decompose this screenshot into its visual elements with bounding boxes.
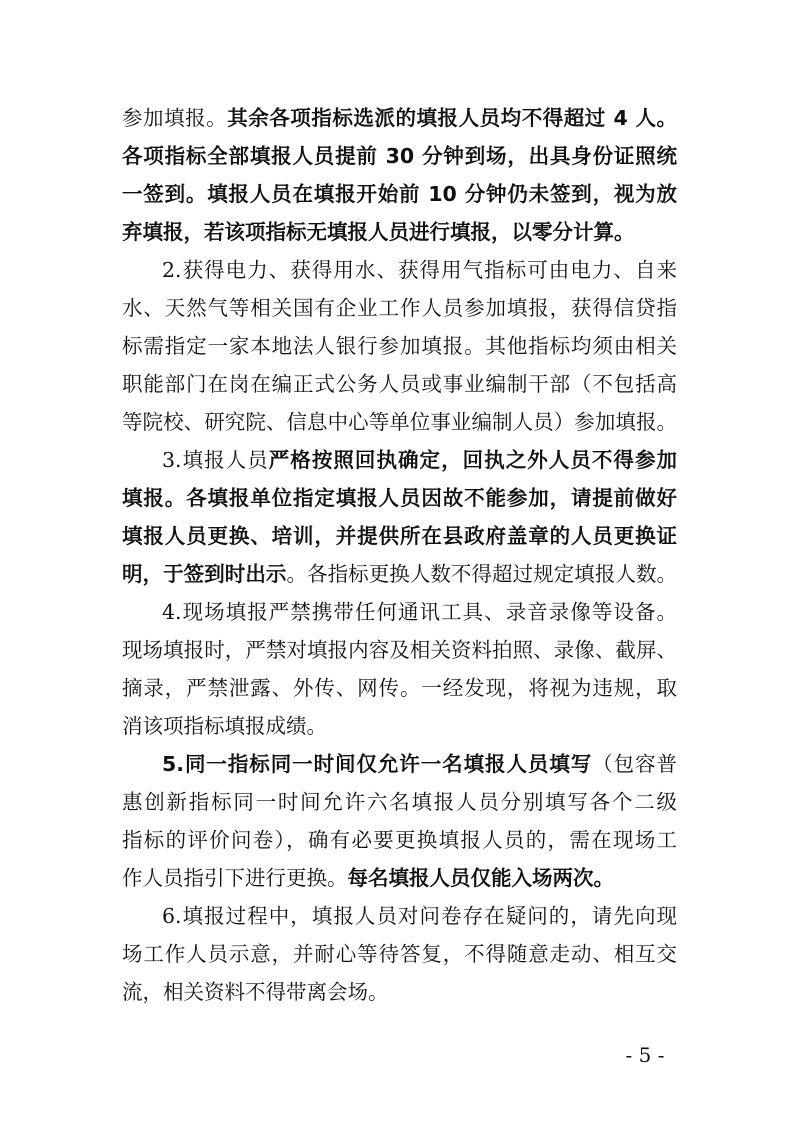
text-line [122,636,677,664]
text-run: 指标的评价问卷），确有必要更换填报人员的，需在现场工 [122,828,677,852]
text-run-bold: 一签到。填报人员在填报开始前 10 分钟仍未签到，视为放 [122,182,677,206]
text-run: 作人员指引下进行更换。 [122,866,348,890]
text-run-bold: 明，于签到时出示 [122,562,287,586]
text-line [122,788,677,816]
text-line [122,522,677,550]
text-line [122,332,677,360]
text-run-bold: 填报人员更换、培训，并提供所在县政府盖章的人员更换证 [122,524,677,548]
text-line [122,484,677,512]
text-run: 摘录，严禁泄露、外传、网传。一经发现，将视为违规，取 [122,676,677,700]
text-run: 参加填报。 [122,106,228,130]
text-line [122,180,677,208]
text-run-bold: 其余各项指标选派的填报人员均不得超过 4 人。 [227,106,677,130]
text-line [122,978,677,1006]
text-line [122,408,677,436]
text-run: 流，相关资料不得带离会场。 [122,980,389,1004]
text-run-bold: 每名填报人员仅能入场两次。 [347,866,614,890]
text-line [122,712,677,740]
text-run: 标需指定一家本地法人银行参加填报。其他指标均须由相关 [122,334,677,358]
text-run: 4.现场填报严禁携带任何通讯工具、录音录像等设备。 [162,600,677,624]
text-run: 6.填报过程中，填报人员对问卷存在疑问的，请先向现 [162,904,677,928]
text-run: 。各指标更换人数不得超过规定填报人数。 [286,562,677,586]
text-run: 现场填报时，严禁对填报内容及相关资料拍照、录像、截屏、 [122,638,677,662]
text-line [122,104,677,132]
paragraph-5-start [162,750,677,778]
text-run-bold: 填报。各填报单位指定填报人员因故不能参加，请提前做好 [122,486,677,510]
text-run: 水、天然气等相关国有企业工作人员参加填报，获得信贷指 [122,296,677,320]
text-run: 职能部门在岗在编正式公务人员或事业编制干部（不包括高 [122,372,677,396]
text-line [122,560,677,588]
text-run: 2.获得电力、获得用水、获得用气指标可由电力、自来 [162,258,677,282]
text-run-bold: 弃填报，若该项指标无填报人员进行填报，以零分计算。 [122,220,635,244]
page-number: - 5 - [625,1043,665,1067]
text-line [122,218,677,246]
text-run: 消该项指标填报成绩。 [122,714,327,738]
text-run-bold: 各项指标全部填报人员提前 30 分钟到场，出具身份证照统 [122,144,677,168]
paragraph-3-start [162,446,677,474]
text-run: 惠创新指标同一时间允许六名填报人员分别填写各个二级 [122,790,677,814]
text-line [122,674,677,702]
text-line [122,294,677,322]
text-run: 等院校、研究院、信息中心等单位事业编制人员）参加填报。 [122,410,677,434]
text-run: 场工作人员示意，并耐心等待答复，不得随意走动、相互交 [122,942,677,966]
text-line [122,940,677,968]
text-run: 3.填报人员 [162,448,269,472]
text-run-bold: 5.同一指标同一时间仅允许一名填报人员填写 [162,752,593,776]
text-line [122,864,677,892]
paragraph-4-start [162,598,677,626]
text-run-bold: 严格按照回执确定，回执之外人员不得参加 [268,448,677,472]
text-line [122,370,677,398]
text-run: （包容普 [592,752,677,776]
text-line [122,826,677,854]
paragraph-2-start [162,256,677,284]
paragraph-6-start [162,902,677,930]
text-line [122,142,677,170]
